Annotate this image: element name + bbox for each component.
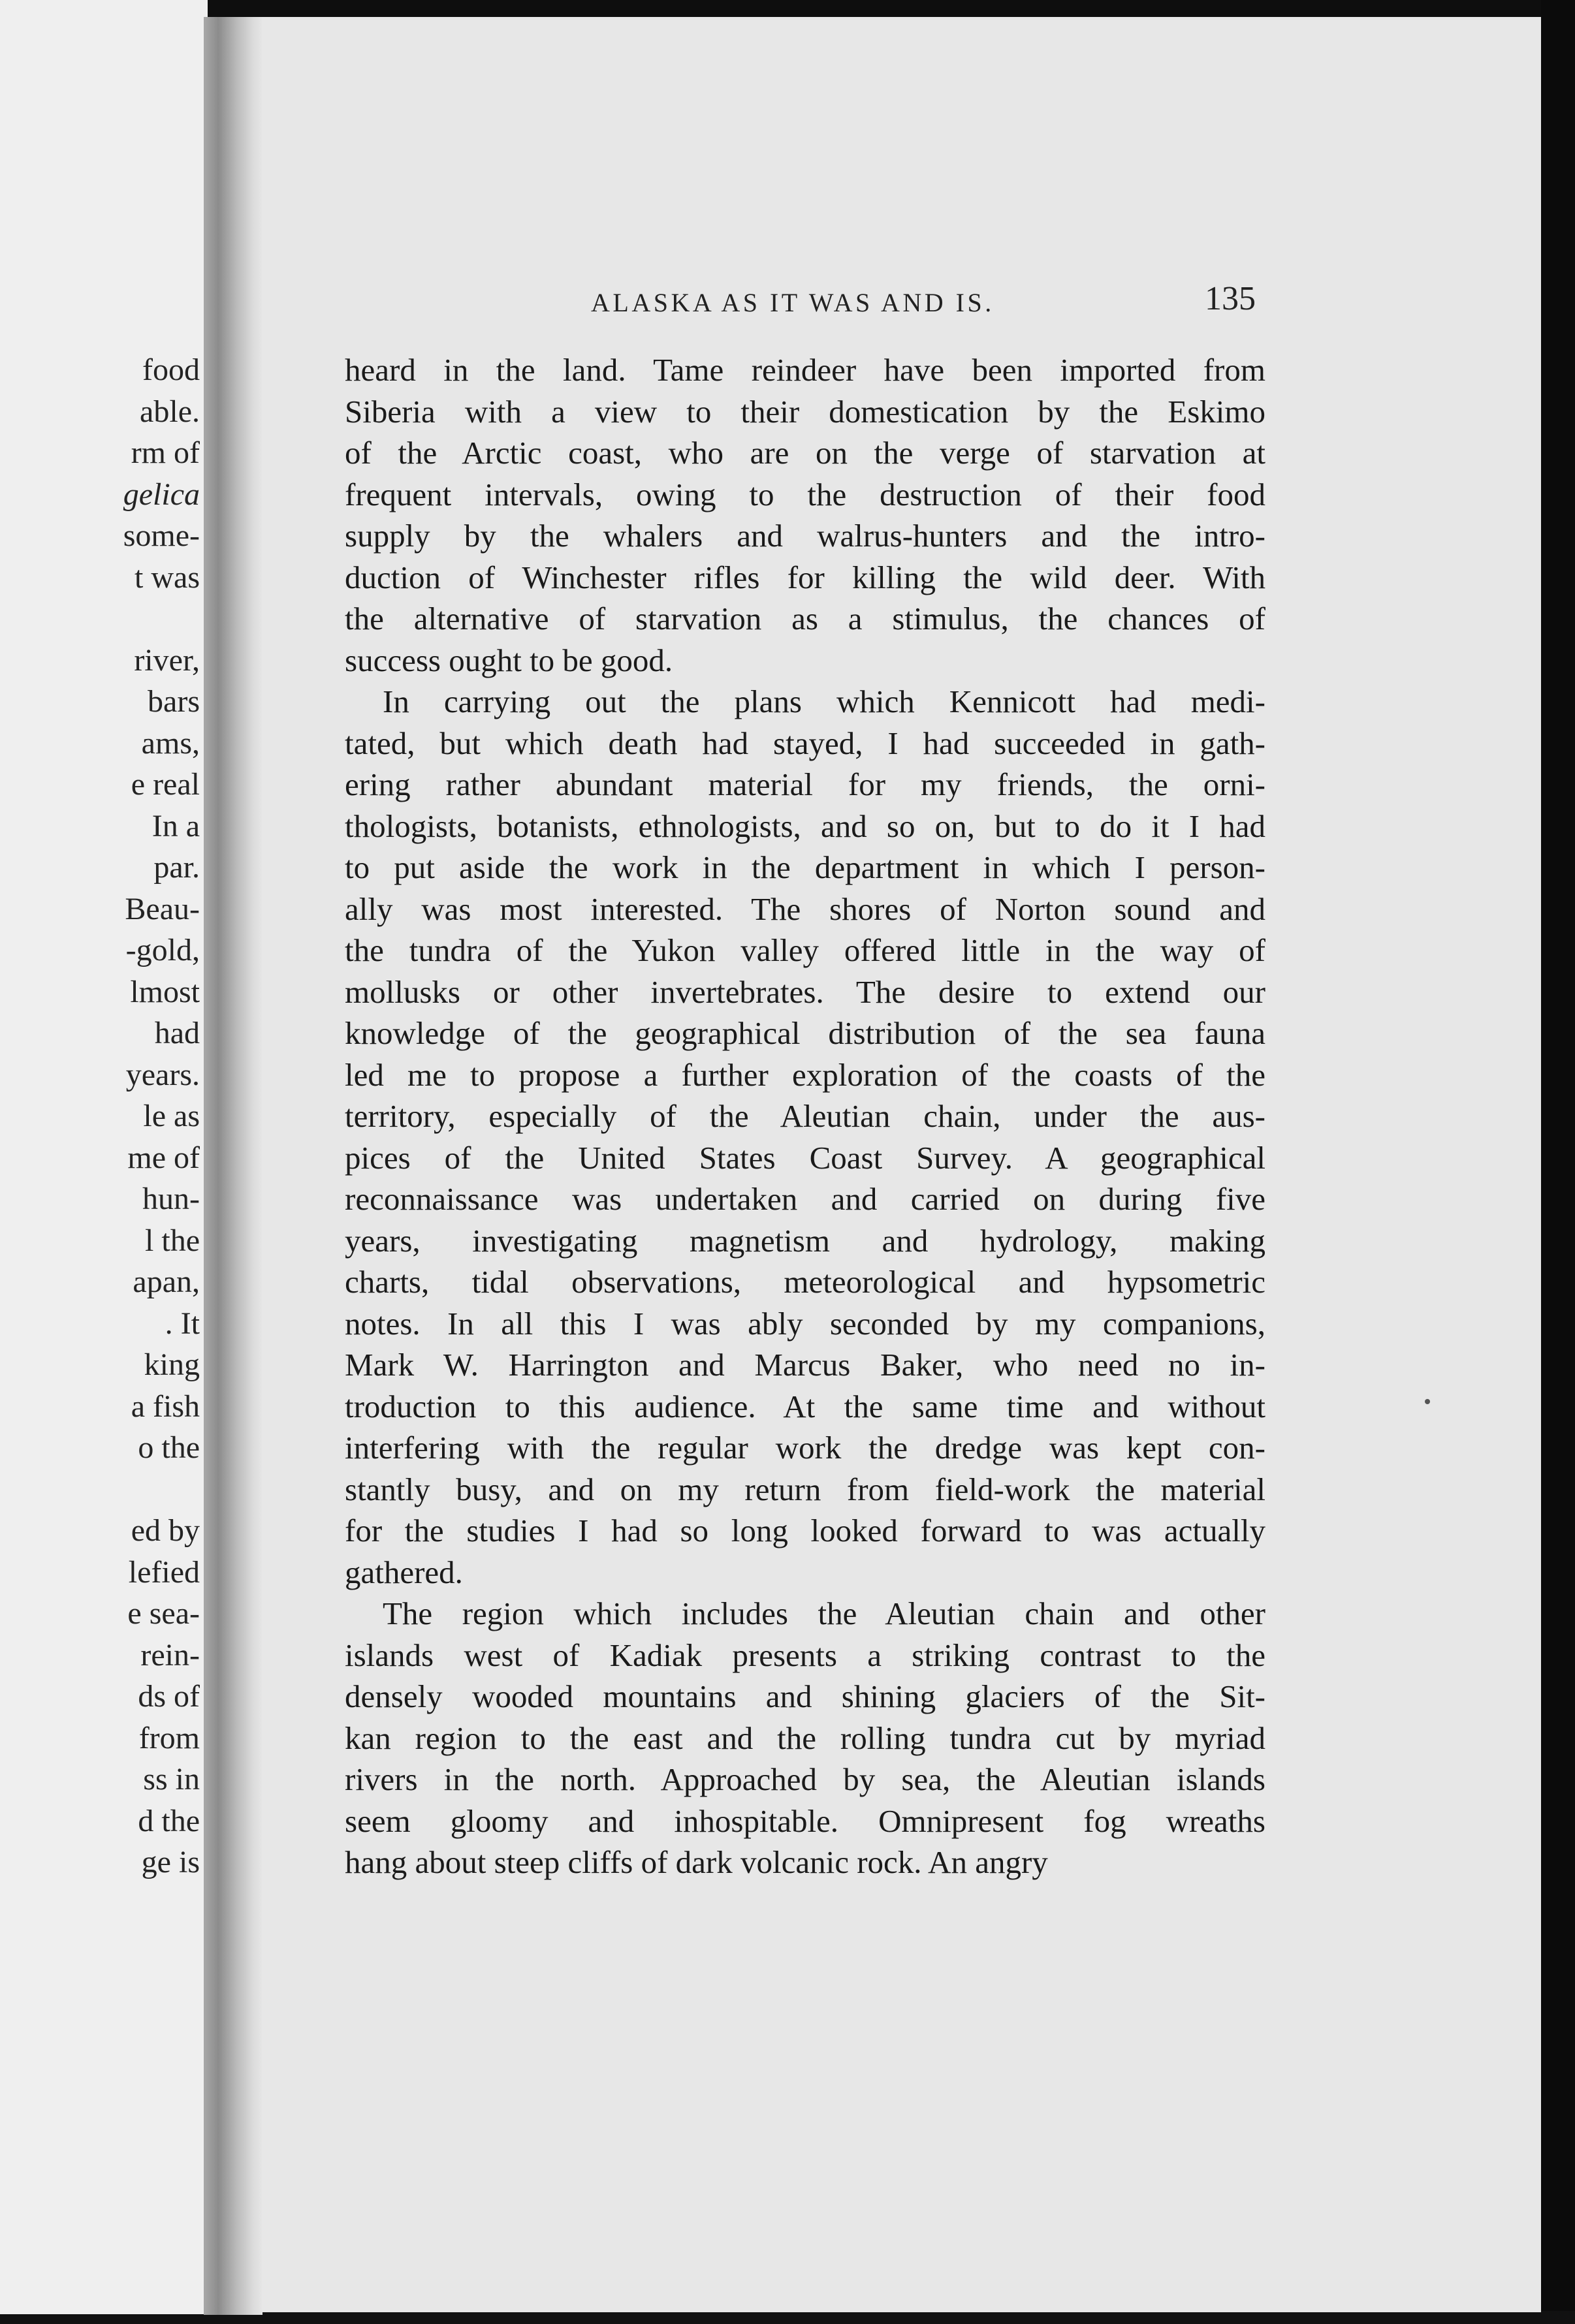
text-line: heard in the land. Tame reindeer have been imported from [345, 352, 1265, 388]
left-page-line: ed by [131, 1513, 200, 1548]
running-head: ALASKA AS IT WAS AND IS. [591, 288, 994, 317]
left-page-line: river, [134, 642, 200, 678]
text-line: notes. In all this I was ably seconded by my companions, [345, 1305, 1265, 1342]
left-page-line: from [138, 1720, 200, 1755]
left-page-line: l the [145, 1223, 200, 1258]
left-page-line [4, 1469, 200, 1511]
text-line: supply by the whalers and walrus-hunters and the intro- [345, 518, 1265, 554]
text-line: seem gloomy and inhospitable. Omnipresent fog wreaths [345, 1802, 1265, 1839]
text-line: interfering with the regular work the dredge was kept con- [345, 1430, 1265, 1466]
text-line: for the studies I had so long looked forward to was actually [345, 1513, 1265, 1548]
text-line: Siberia with a view to their domestication by the Eskimo [345, 393, 1265, 430]
text-line: troduction to this audience. At the same time and without [345, 1388, 1265, 1424]
left-page-line: e sea- [127, 1596, 200, 1631]
left-page-line: hun- [142, 1182, 200, 1216]
book-gutter [204, 17, 262, 2315]
scan-speck [1425, 1399, 1430, 1404]
left-page-line: o the [138, 1430, 200, 1465]
left-page-line: ge is [141, 1845, 200, 1879]
text-line: the alternative of starvation as a stimulus, the chances of [345, 601, 1265, 636]
left-facing-page [0, 0, 208, 2314]
left-page-text [4, 349, 200, 1883]
text-line: Mark W. Harrington and Marcus Baker, who need no in- [345, 1347, 1265, 1383]
text-line: mollusks or other invertebrates. The desire to extend our [345, 973, 1265, 1010]
left-page-line: d the [138, 1803, 200, 1838]
text-line: success ought to be good. [345, 642, 673, 678]
body-text [345, 349, 1265, 1883]
text-line: thologists, botanists, ethnologists, and so on, but to do it I had [345, 808, 1265, 844]
text-line: In carrying out the plans which Kennicott had medi- [383, 683, 1265, 719]
left-page-line: e real [131, 767, 200, 802]
text-line: ering rather abundant material for my friends, the orni- [345, 766, 1265, 802]
text-line: led me to propose a further exploration of the coasts of the [345, 1056, 1265, 1093]
left-page-line: . It [165, 1306, 200, 1341]
left-page-line: food [142, 353, 200, 387]
left-page-line: gelica [123, 477, 200, 512]
text-line: stantly busy, and on my return from field-work the material [345, 1471, 1265, 1507]
scan-border-right [1541, 0, 1575, 2324]
left-page-line: rein- [140, 1637, 200, 1672]
scan-border-top [202, 0, 1575, 17]
left-page-line: some- [123, 518, 200, 553]
left-page-line: ams, [141, 725, 200, 761]
text-line: hang about steep cliffs of dark volcanic rock. An angry [345, 1844, 1048, 1880]
left-page-line: lefied [128, 1554, 200, 1590]
text-line: gathered. [345, 1554, 463, 1590]
left-page-line: lmost [130, 974, 200, 1009]
left-page-line: rm of [131, 435, 200, 470]
left-page-line: -gold, [125, 933, 200, 967]
left-page-line: a fish [131, 1389, 200, 1424]
text-line: islands west of Kadiak presents a striking contrast to the [345, 1637, 1265, 1673]
text-line: territory, especially of the Aleutian chain, under the aus- [345, 1098, 1265, 1134]
text-line: years, investigating magnetism and hydrology, making [345, 1222, 1265, 1259]
text-line: frequent intervals, owing to the destruction of their food [345, 476, 1265, 512]
left-page-line: me of [127, 1140, 200, 1175]
text-line: of the Arctic coast, who are on the verge of starvation at [345, 435, 1265, 471]
text-line: kan region to the east and the rolling tundra cut by myriad [345, 1719, 1265, 1756]
text-line: ally was most interested. The shores of Norton sound and [345, 890, 1265, 927]
left-page-line: ds of [138, 1679, 200, 1714]
text-line: the tundra of the Yukon valley offered little in the way of [345, 932, 1265, 968]
left-page-line: king [144, 1347, 200, 1382]
left-page-line: had [154, 1016, 200, 1050]
text-line: densely wooded mountains and shining glaciers of the Sit- [345, 1678, 1265, 1714]
text-line: pices of the United States Coast Survey. A geographical [345, 1139, 1265, 1176]
left-page-line: apan, [133, 1264, 200, 1299]
left-page-line: bars [148, 684, 200, 719]
text-line: reconnaissance was undertaken and carried on during five [345, 1181, 1265, 1217]
page-number: 135 [1205, 280, 1256, 317]
text-line: rivers in the north. Approached by sea, the Aleutian islands [345, 1761, 1265, 1797]
left-page-line: le as [143, 1099, 200, 1133]
left-page-line: t was [135, 559, 200, 595]
text-line: The region which includes the Aleutian chain and other [383, 1595, 1265, 1631]
left-page-line: ss in [143, 1762, 200, 1797]
left-page-line: In a [151, 808, 200, 843]
text-line: knowledge of the geographical distribution of the sea fauna [345, 1015, 1265, 1051]
left-page-line: Beau- [125, 891, 200, 926]
text-line: to put aside the work in the department in which I person- [345, 849, 1265, 885]
text-line: tated, but which death had stayed, I had succeeded in gath- [345, 725, 1265, 761]
text-line: charts, tidal observations, meteorological and hypsometric [345, 1264, 1265, 1300]
left-page-line: par. [153, 850, 200, 885]
left-page-line: years. [125, 1057, 200, 1092]
left-page-line: able. [140, 394, 200, 429]
left-page-line [4, 598, 200, 640]
text-line: duction of Winchester rifles for killing the wild deer. With [345, 559, 1265, 595]
